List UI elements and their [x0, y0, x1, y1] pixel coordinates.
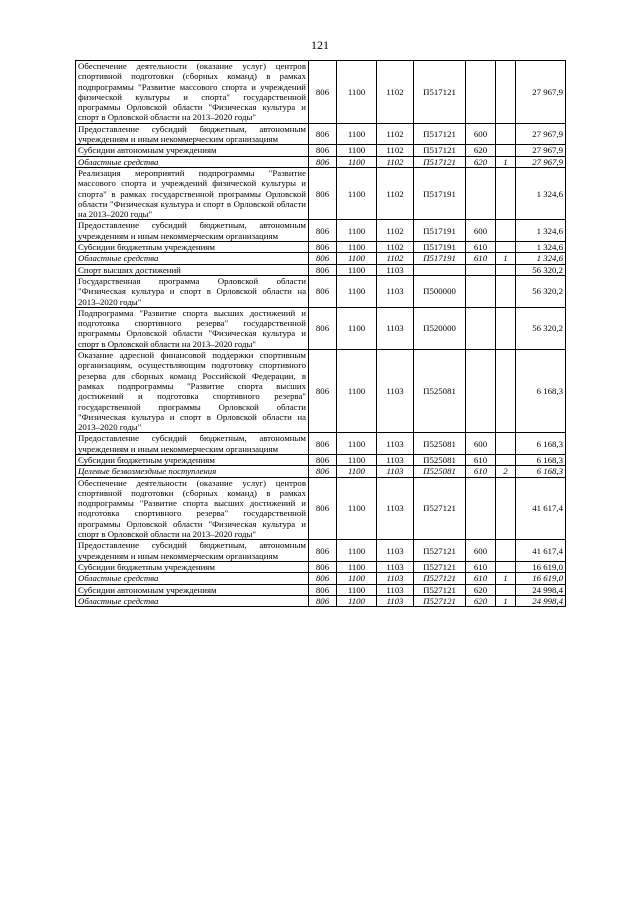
ministry-code: 806 [309, 145, 337, 156]
table-row [76, 145, 566, 156]
section-code: 1100 [337, 466, 377, 477]
ministry-code: 806 [309, 573, 337, 584]
section-code: 1100 [337, 350, 377, 433]
funding-code [496, 242, 516, 253]
target-article: П520000 [414, 307, 466, 349]
target-article: П517121 [414, 156, 466, 167]
section-code: 1100 [337, 433, 377, 455]
amount: 56 320,2 [516, 264, 566, 275]
amount: 6 168,3 [516, 466, 566, 477]
amount: 56 320,2 [516, 307, 566, 349]
page-number: 121 [311, 38, 329, 52]
row-name: Спорт высших достижений [76, 264, 309, 275]
expense-type: 620 [466, 584, 496, 595]
subsection-code: 1103 [377, 540, 414, 562]
funding-code [496, 433, 516, 455]
expense-type [466, 477, 496, 540]
table-row [76, 433, 566, 455]
amount: 1 324,6 [516, 253, 566, 264]
row-name: Государственная программа Орловской области "Физическая культура и спорт в Орловской области на 2013–2020 годы" [76, 275, 309, 307]
target-article: П525081 [414, 454, 466, 465]
table-body [76, 61, 566, 607]
expense-type: 600 [466, 220, 496, 242]
section-code: 1100 [337, 454, 377, 465]
funding-code [496, 350, 516, 433]
subsection-code: 1102 [377, 242, 414, 253]
subsection-code: 1103 [377, 561, 414, 572]
ministry-code: 806 [309, 264, 337, 275]
table-row [76, 561, 566, 572]
expense-type: 610 [466, 573, 496, 584]
target-article: П525081 [414, 433, 466, 455]
subsection-code: 1103 [377, 264, 414, 275]
subsection-code: 1103 [377, 595, 414, 606]
table-row [76, 540, 566, 562]
funding-code: 1 [496, 595, 516, 606]
section-code: 1100 [337, 264, 377, 275]
subsection-code: 1102 [377, 253, 414, 264]
expense-type: 620 [466, 595, 496, 606]
table-row [76, 123, 566, 145]
funding-code [496, 123, 516, 145]
subsection-code: 1102 [377, 123, 414, 145]
amount: 1 324,6 [516, 220, 566, 242]
ministry-code: 806 [309, 350, 337, 433]
section-code: 1100 [337, 145, 377, 156]
expense-type: 610 [466, 466, 496, 477]
ministry-code: 806 [309, 454, 337, 465]
section-code: 1100 [337, 167, 377, 219]
funding-code [496, 61, 516, 124]
expense-type: 600 [466, 540, 496, 562]
ministry-code: 806 [309, 595, 337, 606]
ministry-code: 806 [309, 167, 337, 219]
section-code: 1100 [337, 573, 377, 584]
ministry-code: 806 [309, 253, 337, 264]
subsection-code: 1102 [377, 220, 414, 242]
funding-code [496, 561, 516, 572]
amount: 6 168,3 [516, 433, 566, 455]
ministry-code: 806 [309, 433, 337, 455]
subsection-code: 1103 [377, 477, 414, 540]
subsection-code: 1102 [377, 167, 414, 219]
table-row [76, 307, 566, 349]
amount: 41 617,4 [516, 477, 566, 540]
funding-code: 2 [496, 466, 516, 477]
row-name: Субсидии автономным учреждениям [76, 584, 309, 595]
section-code: 1100 [337, 477, 377, 540]
section-code: 1100 [337, 253, 377, 264]
subsection-code: 1103 [377, 307, 414, 349]
table-row [76, 477, 566, 540]
funding-code: 1 [496, 573, 516, 584]
expense-type [466, 61, 496, 124]
subsection-code: 1103 [377, 466, 414, 477]
ministry-code: 806 [309, 242, 337, 253]
target-article: П517121 [414, 123, 466, 145]
row-name: Областные средства [76, 595, 309, 606]
subsection-code: 1103 [377, 584, 414, 595]
section-code: 1100 [337, 540, 377, 562]
section-code: 1100 [337, 61, 377, 124]
target-article: П517191 [414, 253, 466, 264]
amount: 6 168,3 [516, 350, 566, 433]
amount: 1 324,6 [516, 242, 566, 253]
section-code: 1100 [337, 307, 377, 349]
expense-type: 620 [466, 156, 496, 167]
target-article: П517121 [414, 61, 466, 124]
ministry-code: 806 [309, 561, 337, 572]
funding-code [496, 454, 516, 465]
table-row [76, 156, 566, 167]
ministry-code: 806 [309, 307, 337, 349]
expense-type: 600 [466, 123, 496, 145]
expense-type [466, 275, 496, 307]
row-name: Предоставление субсидий бюджетным, автономным учреждениям и иным некоммерческим организациям [76, 220, 309, 242]
ministry-code: 806 [309, 61, 337, 124]
ministry-code: 806 [309, 220, 337, 242]
table-row [76, 61, 566, 124]
target-article: П517191 [414, 220, 466, 242]
section-code: 1100 [337, 156, 377, 167]
target-article: П525081 [414, 466, 466, 477]
table-row [76, 350, 566, 433]
funding-code [496, 167, 516, 219]
row-name: Предоставление субсидий бюджетным, автономным учреждениям и иным некоммерческим организациям [76, 540, 309, 562]
row-name: Областные средства [76, 156, 309, 167]
target-article: П525081 [414, 350, 466, 433]
table-row [76, 264, 566, 275]
target-article: П527121 [414, 561, 466, 572]
amount: 27 967,9 [516, 145, 566, 156]
expense-type: 610 [466, 242, 496, 253]
row-name: Предоставление субсидий бюджетным, автономным учреждениям и иным некоммерческим организациям [76, 433, 309, 455]
amount: 41 617,4 [516, 540, 566, 562]
row-name: Реализация мероприятий подпрограммы "Развитие массового спорта и учреждений физической культуры и спорта" в рамках государственной программы Орловской области "Физическая культура и спорт в Орловской области на 2013–2020 годы" [76, 167, 309, 219]
funding-code: 1 [496, 253, 516, 264]
ministry-code: 806 [309, 123, 337, 145]
funding-code [496, 275, 516, 307]
amount: 16 619,0 [516, 573, 566, 584]
amount: 24 998,4 [516, 584, 566, 595]
target-article: П517191 [414, 167, 466, 219]
table-row [76, 220, 566, 242]
row-name: Областные средства [76, 253, 309, 264]
amount: 27 967,9 [516, 156, 566, 167]
subsection-code: 1103 [377, 275, 414, 307]
expense-type [466, 264, 496, 275]
target-article: П517121 [414, 145, 466, 156]
subsection-code: 1102 [377, 145, 414, 156]
funding-code [496, 264, 516, 275]
target-article: П527121 [414, 595, 466, 606]
funding-code [496, 477, 516, 540]
ministry-code: 806 [309, 477, 337, 540]
amount: 6 168,3 [516, 454, 566, 465]
subsection-code: 1102 [377, 156, 414, 167]
amount: 1 324,6 [516, 167, 566, 219]
funding-code [496, 540, 516, 562]
table-row [76, 584, 566, 595]
expense-type: 610 [466, 253, 496, 264]
ministry-code: 806 [309, 156, 337, 167]
table-row [76, 253, 566, 264]
row-name: Областные средства [76, 573, 309, 584]
row-name: Подпрограмма "Развитие спорта высших достижений и подготовка спортивного резерва" государственной программы Орловской области "Физическая культура и спорт в Орловской области на 2013–2020 годы" [76, 307, 309, 349]
table-row [76, 573, 566, 584]
target-article [414, 264, 466, 275]
target-article: П517191 [414, 242, 466, 253]
row-name: Обеспечение деятельности (оказание услуг) центров спортивной подготовки (сборных команд) в рамках подпрограммы "Развитие спорта высших достижений и подготовка спортивного резерва" государственной программы Орловской области "Физическая культура и спорт в Орловской области на 2013–2020 годы" [76, 477, 309, 540]
target-article: П527121 [414, 540, 466, 562]
target-article: П527121 [414, 573, 466, 584]
section-code: 1100 [337, 584, 377, 595]
subsection-code: 1103 [377, 350, 414, 433]
table-row [76, 275, 566, 307]
target-article: П527121 [414, 477, 466, 540]
row-name: Целевые безвозмездные поступления [76, 466, 309, 477]
table-row [76, 242, 566, 253]
funding-code [496, 220, 516, 242]
amount: 56 320,2 [516, 275, 566, 307]
funding-code [496, 584, 516, 595]
section-code: 1100 [337, 275, 377, 307]
target-article: П500000 [414, 275, 466, 307]
row-name: Субсидии бюджетным учреждениям [76, 242, 309, 253]
subsection-code: 1103 [377, 454, 414, 465]
row-name: Субсидии бюджетным учреждениям [76, 454, 309, 465]
subsection-code: 1103 [377, 433, 414, 455]
funding-code [496, 145, 516, 156]
expense-type [466, 307, 496, 349]
row-name: Субсидии автономным учреждениям [76, 145, 309, 156]
ministry-code: 806 [309, 466, 337, 477]
expense-type [466, 350, 496, 433]
ministry-code: 806 [309, 275, 337, 307]
budget-table [75, 60, 566, 607]
table-row [76, 454, 566, 465]
section-code: 1100 [337, 242, 377, 253]
section-code: 1100 [337, 220, 377, 242]
ministry-code: 806 [309, 540, 337, 562]
section-code: 1100 [337, 561, 377, 572]
subsection-code: 1103 [377, 573, 414, 584]
expense-type: 620 [466, 145, 496, 156]
subsection-code: 1102 [377, 61, 414, 124]
section-code: 1100 [337, 595, 377, 606]
table-row [76, 595, 566, 606]
row-name: Обеспечение деятельности (оказание услуг) центров спортивной подготовки (сборных команд) в рамках подпрограммы "Развитие массового спорта и учреждений физической культуры и спорта" государственной программы Орловской области "Физическая культура и спорт в Орловской области на 2013–2020 годы" [76, 61, 309, 124]
row-name: Оказание адресной финансовой поддержки спортивным организациям, осуществляющим подготовку спортивного резерва для сборных команд Российской Федерации, в рамках подпрограммы "Развитие спорта высших достижений и подготовка спортивного резерва" государственной программы Орловской области "Физическая культура и спорт в Орловской области на 2013–2020 годы" [76, 350, 309, 433]
amount: 24 998,4 [516, 595, 566, 606]
amount: 16 619,0 [516, 561, 566, 572]
row-name: Субсидии бюджетным учреждениям [76, 561, 309, 572]
row-name: Предоставление субсидий бюджетным, автономным учреждениям и иным некоммерческим организациям [76, 123, 309, 145]
ministry-code: 806 [309, 584, 337, 595]
funding-code: 1 [496, 156, 516, 167]
expense-type [466, 167, 496, 219]
amount: 27 967,9 [516, 61, 566, 124]
funding-code [496, 307, 516, 349]
expense-type: 600 [466, 433, 496, 455]
expense-type: 610 [466, 561, 496, 572]
table-row [76, 167, 566, 219]
amount: 27 967,9 [516, 123, 566, 145]
section-code: 1100 [337, 123, 377, 145]
target-article: П527121 [414, 584, 466, 595]
table-row [76, 466, 566, 477]
expense-type: 610 [466, 454, 496, 465]
